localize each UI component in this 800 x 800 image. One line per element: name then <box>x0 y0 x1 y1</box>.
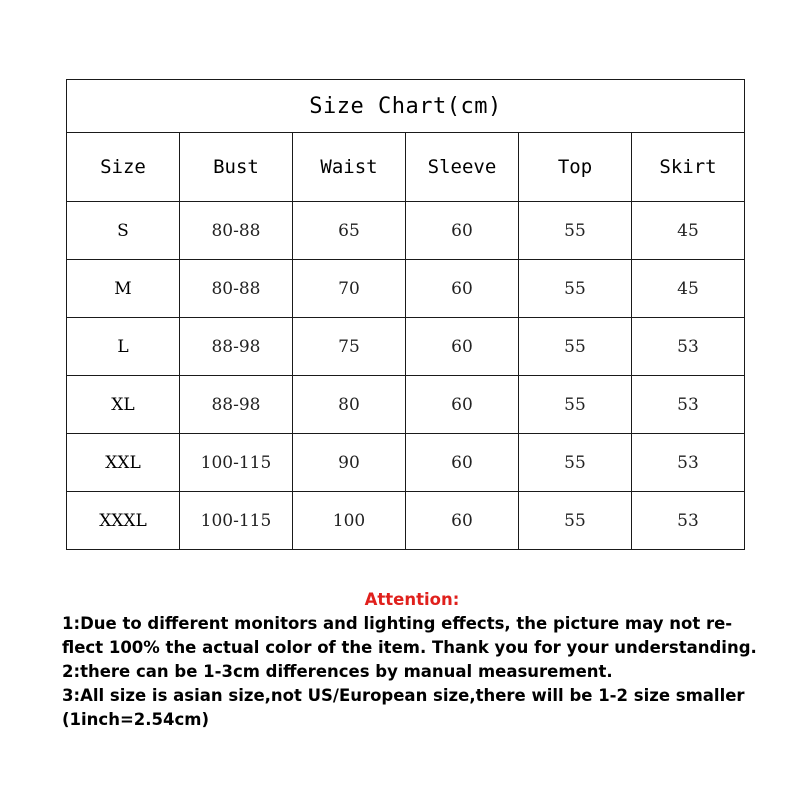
waist-cell: 80 <box>293 376 406 434</box>
waist-cell: 75 <box>293 318 406 376</box>
bust-cell: 88-98 <box>180 376 293 434</box>
top-cell: 55 <box>519 202 632 260</box>
bust-cell: 80-88 <box>180 202 293 260</box>
top-cell: 55 <box>519 434 632 492</box>
size-cell: S <box>67 202 180 260</box>
size-chart-table <box>66 79 745 550</box>
sleeve-cell: 60 <box>406 202 519 260</box>
table-title: Size Chart(cm) <box>67 80 745 133</box>
size-cell: XL <box>67 376 180 434</box>
top-cell: 55 <box>519 376 632 434</box>
note-line: 3:All size is asian size,not US/European size,there will be 1-2 size smaller <box>62 686 745 705</box>
bust-cell: 80-88 <box>180 260 293 318</box>
header-sleeve: Sleeve <box>406 133 519 202</box>
skirt-cell: 53 <box>632 434 745 492</box>
header-row <box>67 133 745 202</box>
sleeve-cell: 60 <box>406 260 519 318</box>
skirt-cell: 53 <box>632 492 745 550</box>
title-row <box>67 80 745 133</box>
sleeve-cell: 60 <box>406 376 519 434</box>
table-row <box>67 492 745 550</box>
size-cell: XXXL <box>67 492 180 550</box>
waist-cell: 90 <box>293 434 406 492</box>
waist-cell: 100 <box>293 492 406 550</box>
bust-cell: 100-115 <box>180 434 293 492</box>
header-size: Size <box>67 133 180 202</box>
note-line: flect 100% the actual color of the item. Thank you for your understanding. <box>62 638 757 657</box>
size-cell: XXL <box>67 434 180 492</box>
table-row <box>67 376 745 434</box>
note-line: 2:there can be 1-3cm differences by manual measurement. <box>62 662 613 681</box>
note-line: (1inch=2.54cm) <box>62 710 210 729</box>
table-row <box>67 434 745 492</box>
size-cell: M <box>67 260 180 318</box>
header-top: Top <box>519 133 632 202</box>
header-waist: Waist <box>293 133 406 202</box>
sleeve-cell: 60 <box>406 434 519 492</box>
header-skirt: Skirt <box>632 133 745 202</box>
table-row <box>67 318 745 376</box>
skirt-cell: 45 <box>632 260 745 318</box>
top-cell: 55 <box>519 318 632 376</box>
skirt-cell: 45 <box>632 202 745 260</box>
bust-cell: 100-115 <box>180 492 293 550</box>
top-cell: 55 <box>519 492 632 550</box>
size-cell: L <box>67 318 180 376</box>
top-cell: 55 <box>519 260 632 318</box>
attention-notes <box>62 588 782 732</box>
table-row <box>67 202 745 260</box>
header-bust: Bust <box>180 133 293 202</box>
waist-cell: 70 <box>293 260 406 318</box>
attention-heading: Attention: <box>364 590 460 609</box>
note-line: 1:Due to different monitors and lighting effects, the picture may not re- <box>62 614 733 633</box>
skirt-cell: 53 <box>632 318 745 376</box>
sleeve-cell: 60 <box>406 318 519 376</box>
bust-cell: 88-98 <box>180 318 293 376</box>
table-row <box>67 260 745 318</box>
skirt-cell: 53 <box>632 376 745 434</box>
sleeve-cell: 60 <box>406 492 519 550</box>
waist-cell: 65 <box>293 202 406 260</box>
